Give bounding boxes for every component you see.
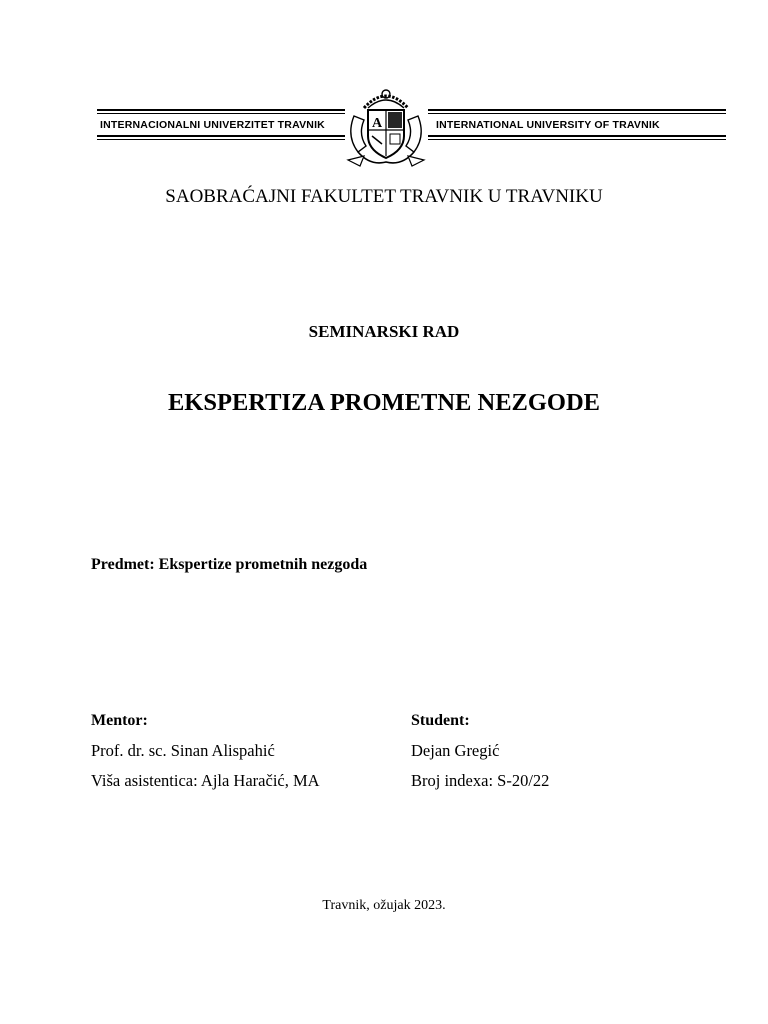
student-label: Student: xyxy=(411,712,470,729)
faculty-name: SAOBRAĆAJNI FAKULTET TRAVNIK U TRAVNIKU xyxy=(165,186,603,207)
banner-top-line-left xyxy=(97,109,345,111)
banner-bottom-thin-left xyxy=(97,139,345,140)
banner-bottom-line-left xyxy=(97,135,345,137)
student-name: Dejan Gregić xyxy=(411,741,500,760)
mentor-label: Mentor: xyxy=(91,712,148,729)
place-date: Travnik, ožujak 2023. xyxy=(322,898,446,913)
banner-bottom-thin-right xyxy=(428,139,726,140)
banner-bottom-line-right xyxy=(428,135,726,137)
banner-right-text: INTERNATIONAL UNIVERSITY OF TRAVNIK xyxy=(436,119,660,131)
banner-mid-line-right xyxy=(428,113,726,114)
crest-letter: A xyxy=(371,116,383,131)
student-index: Broj indexa: S-20/22 xyxy=(411,771,550,790)
banner-top-line-right xyxy=(428,109,726,111)
document-title: EKSPERTIZA PROMETNE NEZGODE xyxy=(167,389,601,416)
assistant-name: Viša asistentica: Ajla Haračić, MA xyxy=(91,771,320,790)
document-type: SEMINARSKI RAD xyxy=(308,322,460,341)
university-crest-icon xyxy=(340,86,432,172)
subject-line: Predmet: Ekspertize prometnih nezgoda xyxy=(91,556,368,573)
banner-left-text: INTERNACIONALNI UNIVERZITET TRAVNIK xyxy=(100,119,325,131)
mentor-name: Prof. dr. sc. Sinan Alispahić xyxy=(91,741,275,760)
banner-mid-line-left xyxy=(97,113,345,114)
